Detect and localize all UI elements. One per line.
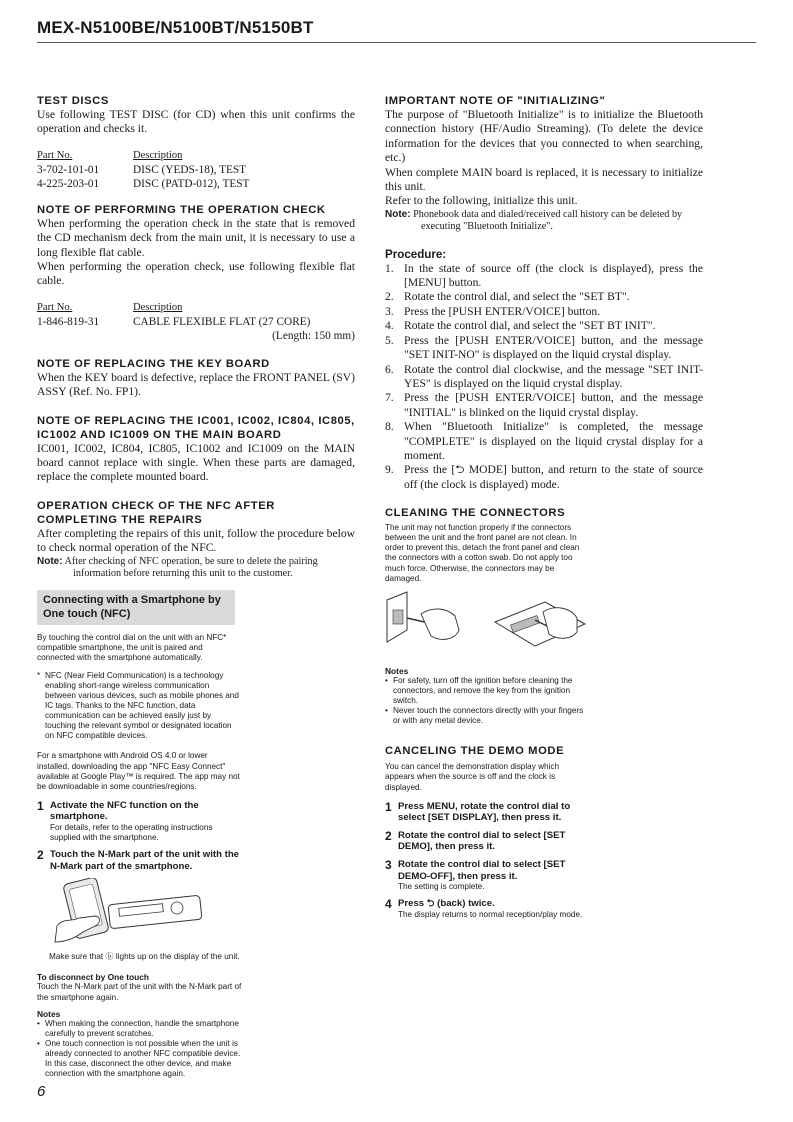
cleaning-section xyxy=(385,506,703,726)
col-desc-header: Description xyxy=(133,149,183,161)
step-number: 3 xyxy=(385,858,392,873)
nfc-check-heading: OPERATION CHECK OF THE NFC AFTER COMPLETING THE REPAIRS xyxy=(37,499,275,526)
operation-check-body2: When performing the operation check, use following flexible flat cable. xyxy=(37,260,355,288)
nfc-check-body: After completing the repairs of this unit, follow the procedure below to check normal operation of the NFC. xyxy=(37,526,355,555)
procedure-step: Rotate the control dial, and select the "SET BT INIT". xyxy=(404,319,656,333)
nfc-android: For a smartphone with Android OS 4.0 or lower installed, downloading the app "NFC Easy Connect" available at Google Play™ is required. The app may not be downloadable in some countries/regions. xyxy=(37,751,240,791)
page-title: MEX-N5100BE/N5100BT/N5150BT xyxy=(37,18,314,37)
list-item: • For safety, turn off the ignition before cleaning the connectors, and remove the key from the ignition switch. xyxy=(385,676,590,706)
test-discs-parts-table xyxy=(37,149,355,191)
step-main: Rotate the control dial to select [SET DEMO-OFF], then press it. xyxy=(398,859,566,882)
procedure-step: Press the [PUSH ENTER/VOICE] button, and the message "INITIAL" is blinked on the liquid crystal display. xyxy=(404,391,703,419)
ic-replace-body: IC001, IC002, IC804, IC805, IC1002 and IC1009 on the MAIN board cannot replace with single. When these parts are damaged, replace the complete mounted board. xyxy=(37,441,355,484)
nfc-step-1 xyxy=(37,800,242,843)
nfc-check-note xyxy=(37,556,355,581)
table-row xyxy=(37,163,355,177)
cable-parts-table xyxy=(37,301,355,343)
cleaning-heading: CLEANING THE CONNECTORS xyxy=(385,507,566,520)
list-item: • Never touch the connectors directly with your fingers or with any metal device. xyxy=(385,706,590,726)
list-item: 9. Press the [⮌ MODE] button, and return to the state of source off (the clock is displayed) mode. xyxy=(385,463,703,491)
step-main: Touch the N-Mark part of the unit with the N-Mark part of the smartphone. xyxy=(50,849,240,872)
key-board-body: When the KEY board is defective, replace the FRONT PANEL (SV) ASSY (Ref. No. FP1). xyxy=(37,370,355,399)
ic-replace-section xyxy=(37,414,355,485)
step-number: 1 xyxy=(37,798,44,813)
procedure-heading: Procedure: xyxy=(385,247,447,261)
list-item: 2. Rotate the control dial, and select the "SET BT". xyxy=(385,290,703,304)
nfc-box-title: Connecting with a Smartphone by One touch (NFC) xyxy=(37,590,235,625)
title-rule xyxy=(37,42,756,43)
note-text: After checking of NFC operation, be sure to delete the pairing information before returning this unit to the customer. xyxy=(64,555,318,580)
operation-check-heading: NOTE OF PERFORMING THE OPERATION CHECK xyxy=(37,203,326,216)
key-board-heading: NOTE OF REPLACING THE KEY BOARD xyxy=(37,357,270,370)
list-item: • One touch connection is not possible when the unit is already connected to another NFC compatible device. In this case, disconnect the other device, and make connection with the smartphone again. xyxy=(37,1039,241,1079)
table-row xyxy=(37,177,355,191)
ic-replace-heading: NOTE OF REPLACING THE IC001, IC002, IC804, IC805, IC1002 AND IC1009 ON THE MAIN BOARD xyxy=(37,414,355,441)
procedure-step: Rotate the control dial, and select the "SET BT". xyxy=(404,290,630,304)
list-item: • When making the connection, handle the smartphone carefully to prevent scratches. xyxy=(37,1019,242,1039)
cleaning-illustration xyxy=(385,590,595,658)
list-item: 8. When "Bluetooth Initialize" is completed, the message "COMPLETE" is displayed on the liquid crystal display for a moment. xyxy=(385,420,703,462)
demo-heading: CANCELING THE DEMO MODE xyxy=(385,745,565,758)
right-column xyxy=(385,94,703,920)
initializing-section xyxy=(385,94,703,234)
demo-section xyxy=(385,744,703,919)
step-main: Press MENU, rotate the control dial to select [SET DISPLAY], then press it. xyxy=(398,800,571,824)
part-number: 4-225-203-01 xyxy=(37,177,100,190)
operation-check-section xyxy=(37,203,355,343)
step-number: 4 xyxy=(385,897,392,912)
col-part-header: Part No. xyxy=(37,301,73,313)
step-sub: The display returns to normal reception/play mode. xyxy=(398,909,583,919)
disconnect-body: Touch the N-Mark part of the unit with the N-Mark part of the smartphone again. xyxy=(37,982,242,1002)
nfc-notes-title: Notes xyxy=(37,1008,61,1019)
nfc-instructions xyxy=(37,590,355,1080)
procedure-list xyxy=(385,262,703,493)
initializing-body2: When complete MAIN board is replaced, it is necessary to initialize this unit. xyxy=(385,165,703,194)
part-description: CABLE FLEXIBLE FLAT (27 CORE) xyxy=(133,315,311,328)
cleaning-notes-title: Notes xyxy=(385,665,409,676)
note-label: Note: xyxy=(385,208,411,220)
procedure-step: When "Bluetooth Initialize" is completed, the message "COMPLETE" is displayed on the liquid crystal display for a moment. xyxy=(404,420,703,462)
initializing-heading: IMPORTANT NOTE OF "INITIALIZING" xyxy=(385,95,606,107)
demo-step-4 xyxy=(385,898,590,920)
list-item: 3. Press the [PUSH ENTER/VOICE] button. xyxy=(385,305,703,319)
initializing-body1: The purpose of "Bluetooth Initialize" is to initialize the Bluetooth connection history (HF/Audio Streaming). (To delete the device information for the devices that you connected to when searching, etc.) xyxy=(385,108,703,165)
note-text: Phonebook data and dialed/received call history can be deleted by executing "Bluetooth Initialize". xyxy=(413,208,683,233)
initializing-body3: Refer to the following, initialize this unit. xyxy=(385,194,578,208)
procedure-step: In the state of source off (the clock is displayed), press the [MENU] button. xyxy=(404,261,703,290)
procedure-step: Rotate the control dial clockwise, and the message "SET INIT-YES" is displayed on the liquid crystal display. xyxy=(404,362,703,390)
step-number: 1 xyxy=(385,799,392,814)
note-text: For safety, turn off the ignition before cleaning the connectors, and remove the key from the ignition switch. xyxy=(393,675,573,706)
nfc-footnote-text: NFC (Near Field Communication) is a technology enabling short-range wireless communication between various devices, such as mobile phones and IC tags. Thanks to the NFC function, data communication can be achieved easily just by touching the relevant symbol or designated location on NFC compatible devices. xyxy=(45,670,239,741)
procedure-step: Press the [PUSH ENTER/VOICE] button, and the message "SET INIT-NO" is displayed on the liquid crystal display. xyxy=(404,333,703,362)
step-main: Press ⮌ (back) twice. xyxy=(398,898,495,910)
disconnect-title: To disconnect by One touch xyxy=(37,972,149,983)
key-board-section xyxy=(37,357,355,400)
note-text: When making the connection, handle the smartphone carefully to prevent scratches. xyxy=(45,1018,239,1038)
part-number: 1-846-819-31 xyxy=(37,315,100,328)
note-label: Note: xyxy=(37,555,63,567)
page-number: 6 xyxy=(37,1083,46,1100)
cleaning-body: The unit may not function properly if the connectors between the unit and the front panel are not clean. In order to prevent this, detach the front panel and clean the connectors with a cotton swab. Do not apply too much force. Otherwise, the connectors may be damaged. xyxy=(385,523,580,583)
table-row xyxy=(37,315,355,329)
list-item: 6. Rotate the control dial clockwise, and the message "SET INIT-YES" is displayed on the liquid crystal display. xyxy=(385,362,703,390)
demo-step-1 xyxy=(385,801,590,824)
nfc-lights-up: Make sure that ⓑ lights up on the display of the unit. xyxy=(49,952,240,962)
nfc-check-section xyxy=(37,499,355,581)
test-discs-body: Use following TEST DISC (for CD) when this unit confirms the operation and checks it. xyxy=(37,108,355,136)
step-number: 2 xyxy=(37,848,44,862)
step-main: Activate the NFC function on the smartphone. xyxy=(50,799,199,823)
cable-length: (Length: 150 mm) xyxy=(272,329,355,342)
demo-body: You can cancel the demonstration display which appears when the source is off and the clock is displayed. xyxy=(385,762,560,792)
step-main: Rotate the control dial to select [SET DEMO], then press it. xyxy=(398,829,566,853)
list-item: 5. Press the [PUSH ENTER/VOICE] button, and the message "SET INIT-NO" is displayed on the liquid crystal display. xyxy=(385,333,703,362)
nfc-footnote: * NFC (Near Field Communication) is a technology enabling short-range wireless communication between various devices, such as mobile phones and IC tags. Thanks to the NFC function, data communication can be achieved easily just by touching the relevant symbol or designated location on NFC compatible devices. xyxy=(37,671,242,742)
demo-step-2 xyxy=(385,830,590,853)
list-item: 7. Press the [PUSH ENTER/VOICE] button, and the message "INITIAL" is blinked on the liquid crystal display. xyxy=(385,391,703,419)
left-column xyxy=(37,94,355,1079)
procedure-step: Press the [⮌ MODE] button, and return to the state of source off (the clock is displayed) mode. xyxy=(404,463,703,491)
note-text: One touch connection is not possible when the unit is already connected to another NFC compatible device. In this case, disconnect the other device, and make connection with the smartphone again. xyxy=(45,1039,241,1079)
procedure-section xyxy=(385,248,703,493)
procedure-step: Press the [PUSH ENTER/VOICE] button. xyxy=(404,304,601,318)
col-part-header: Part No. xyxy=(37,149,73,161)
list-item: 4. Rotate the control dial, and select the "SET BT INIT". xyxy=(385,319,703,333)
nfc-step-2 xyxy=(37,849,242,872)
step-sub: For details, refer to the operating instructions supplied with the smartphone. xyxy=(50,823,213,842)
step-number: 2 xyxy=(385,828,392,843)
nfc-touch-illustration xyxy=(49,878,209,946)
col-desc-header: Description xyxy=(133,301,183,313)
part-description: DISC (PATD-012), TEST xyxy=(133,177,250,190)
part-description: DISC (YEDS-18), TEST xyxy=(133,163,247,176)
test-discs-section xyxy=(37,94,355,191)
part-number: 3-702-101-01 xyxy=(37,163,100,176)
test-discs-heading: TEST DISCS xyxy=(37,95,109,107)
step-sub: The setting is complete. xyxy=(398,882,485,892)
note-text: Never touch the connectors directly with your fingers or with any metal device. xyxy=(393,706,584,726)
demo-step-3 xyxy=(385,859,590,892)
initializing-note xyxy=(385,209,703,234)
operation-check-body1: When performing the operation check in the state that is removed the CD mechanism deck from the main unit, it is necessary to use a long flexible flat cable. xyxy=(37,216,355,259)
nfc-intro: By touching the control dial on the unit with an NFC* compatible smartphone, the unit is paired and connected with the smartphone automatically. xyxy=(37,632,227,662)
list-item: 1. In the state of source off (the clock is displayed), press the [MENU] button. xyxy=(385,261,703,290)
